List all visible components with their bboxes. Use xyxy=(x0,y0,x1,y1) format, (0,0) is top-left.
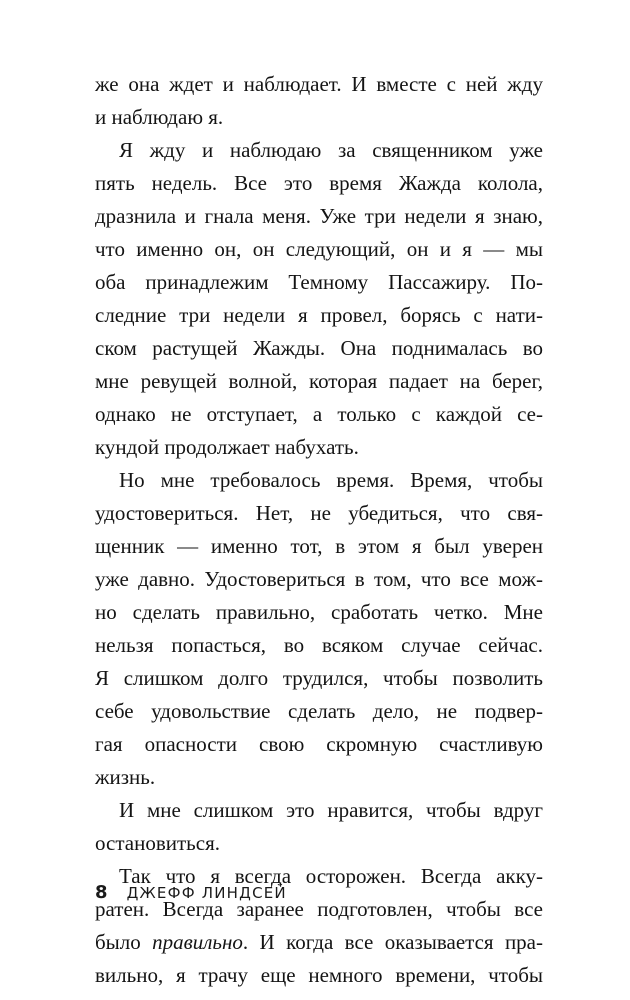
page-footer xyxy=(95,881,287,905)
text-line: оба принадлежим Темному Пассажиру. По- xyxy=(95,270,543,294)
text-line: же она ждет и наблюдает. И вместе с ней жду xyxy=(95,72,543,96)
text-line: и наблюдаю я. xyxy=(95,105,224,129)
text-line: однако не отступает, а только с каждой се- xyxy=(95,402,543,426)
text-line: Я жду и наблюдаю за священником уже xyxy=(119,138,543,162)
text-line: гая опасности свою скромную счастливую xyxy=(95,732,543,756)
text-line: Так что я всегда осторожен. Всегда акку- xyxy=(119,864,543,888)
running-head-author: ДЖЕФФ ЛИНДСЕЙ xyxy=(126,884,287,902)
text-line: ратен. Всегда заранее подготовлен, чтобы все xyxy=(95,897,543,921)
text-line: дразнила и гнала меня. Уже три недели я знаю, xyxy=(95,204,543,228)
text-line: ском растущей Жажды. Она поднималась во xyxy=(95,336,543,360)
text-line: остановиться. xyxy=(95,831,220,855)
emphasized-word: правильно xyxy=(152,930,243,954)
body-text xyxy=(95,68,543,992)
text-line: И мне слишком это нравится, чтобы вдруг xyxy=(119,798,543,822)
text-line: жизнь. xyxy=(95,765,156,789)
text-line: кундой продолжает набухать. xyxy=(95,435,359,459)
text-line: себе удовольствие сделать дело, не подвер- xyxy=(95,699,543,723)
text-line: что именно он, он следующий, он и я — мы xyxy=(95,237,543,261)
text-line: щенник — именно тот, в этом я был уверен xyxy=(95,534,543,558)
text-segment: . И когда все оказывается пра- xyxy=(242,930,543,954)
text-line: уже давно. Удостовериться в том, что все мож- xyxy=(95,567,543,591)
text-line: вильно, я трачу еще немного времени, чтобы xyxy=(95,963,543,987)
page-number: 8 xyxy=(95,882,108,903)
text-line: Но мне требовалось время. Время, чтобы xyxy=(119,468,543,492)
text-segment: было xyxy=(95,930,153,954)
text-line xyxy=(95,926,543,959)
text-line: пять недель. Все это время Жажда колола, xyxy=(95,171,543,195)
text-line: нельзя попасться, во всяком случае сейчас. xyxy=(95,633,543,657)
text-line: Я слишком долго трудился, чтобы позволить xyxy=(95,666,543,690)
text-line: следние три недели я провел, борясь с нати- xyxy=(95,303,543,327)
text-line: удостовериться. Нет, не убедиться, что свя- xyxy=(95,501,543,525)
text-line: но сделать правильно, сработать четко. Мне xyxy=(95,600,543,624)
text-line: мне ревущей волной, которая падает на берег, xyxy=(95,369,543,393)
